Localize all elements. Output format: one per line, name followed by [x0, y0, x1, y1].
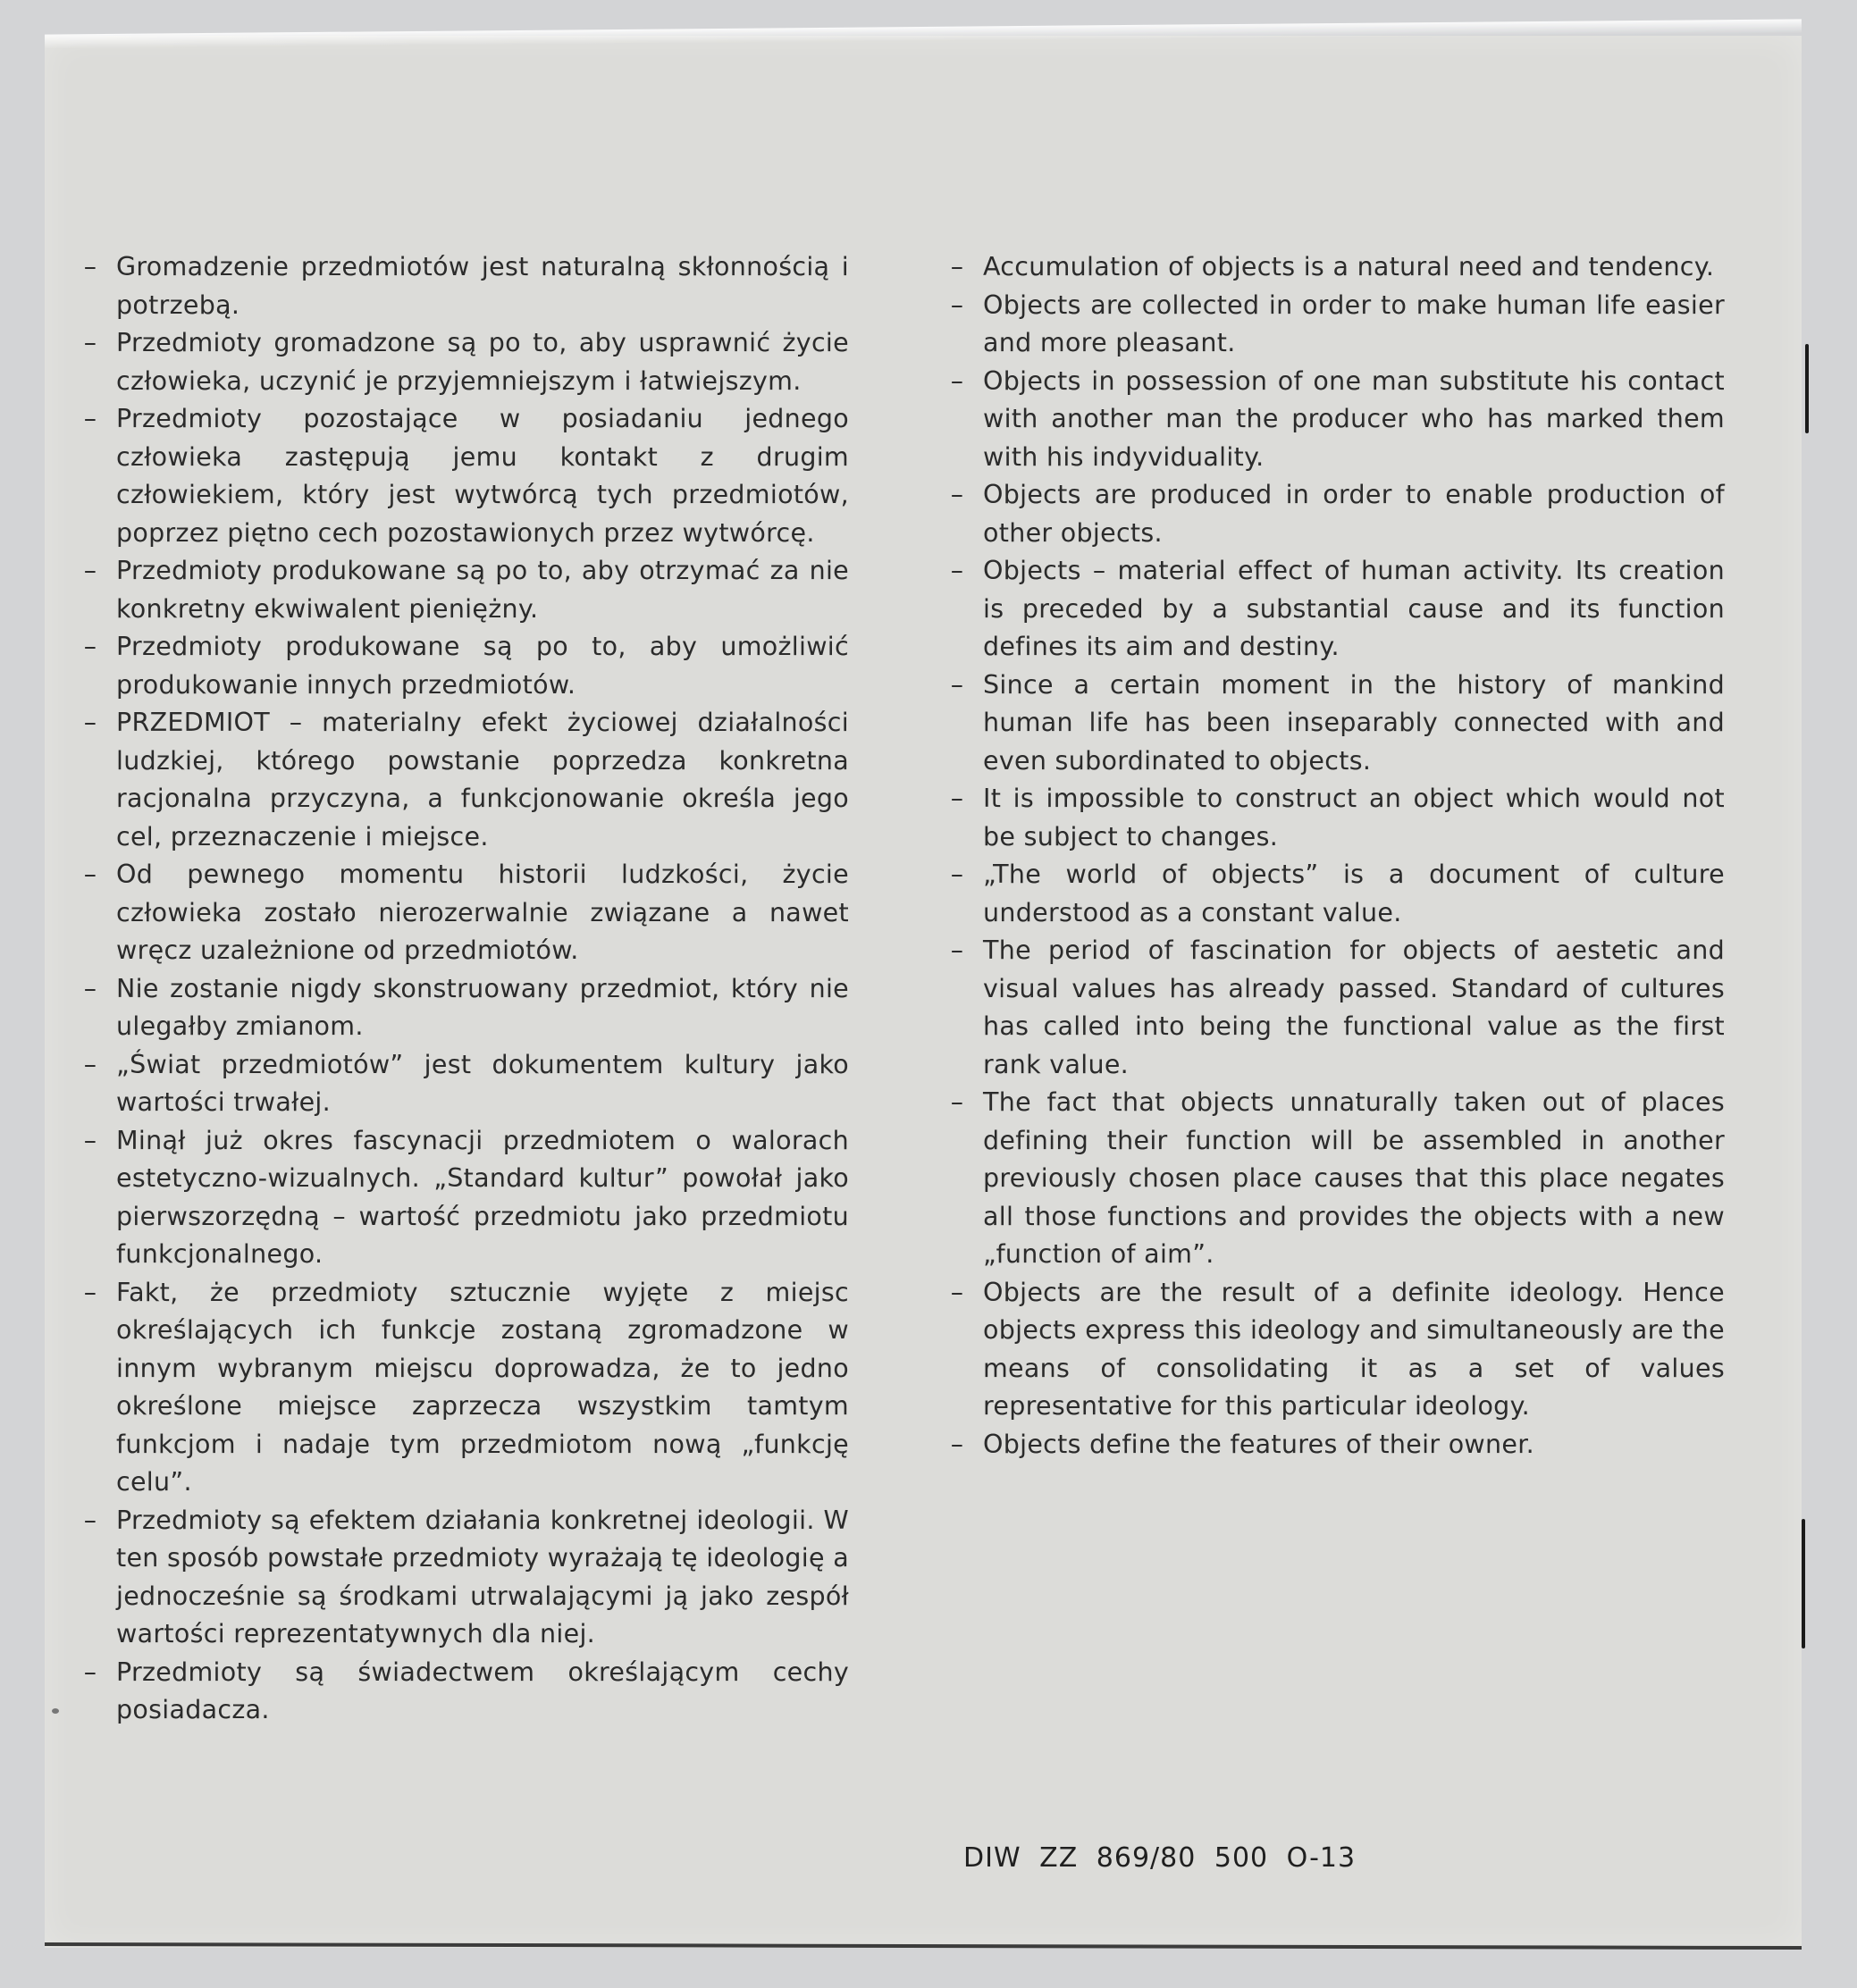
- polish-item: – „Świat przedmiotów” jest dokumentem kultury jako wartości trwałej.: [71, 1046, 849, 1122]
- dash-bullet-icon: –: [950, 784, 964, 813]
- polish-item: – Gromadzenie przedmiotów jest naturalną skłonnością i potrzebą.: [71, 248, 849, 324]
- dash-bullet-icon: –: [83, 328, 97, 357]
- english-item: – „The world of objects” is a document of culture understood as a constant value.: [938, 856, 1725, 932]
- dash-bullet-icon: –: [950, 860, 964, 889]
- english-item: – The period of fascination for objects of aestetic and visual values has already passed. Standard of cultures has called into being the functional value as the first rank value.: [938, 932, 1725, 1084]
- dash-bullet-icon: –: [83, 1277, 97, 1307]
- dash-bullet-icon: –: [83, 404, 97, 433]
- polish-item: – Przedmioty produkowane są po to, aby umożliwić produkowanie innych przedmiotów.: [71, 628, 849, 704]
- dash-bullet-icon: –: [950, 556, 964, 585]
- stray-ink-mark: [52, 1708, 59, 1714]
- english-item: – Objects in possession of one man substitute his contact with another man the producer who has marked them with his indyviduality.: [938, 363, 1725, 477]
- dash-bullet-icon: –: [950, 252, 964, 281]
- dash-bullet-icon: –: [83, 1125, 97, 1155]
- polish-item: – Minął już okres fascynacji przedmiotem o walorach estetyczno-wizualnych. „Standard kultur” powołał jako pierwszorzędną – wartość przedmiotu jako przedmiotu funkcjonalnego.: [71, 1122, 849, 1274]
- dash-bullet-icon: –: [950, 365, 964, 396]
- polish-item: – Przedmioty produkowane są po to, aby otrzymać za nie konkretny ekwiwalent pieniężny.: [71, 552, 849, 628]
- dash-bullet-icon: –: [950, 935, 964, 965]
- english-item: – Since a certain moment in the history of mankind human life has been inseparably connected with and even subordinated to objects.: [938, 667, 1725, 781]
- dash-bullet-icon: –: [950, 1277, 964, 1307]
- dash-bullet-icon: –: [83, 1049, 97, 1079]
- polish-item: – Przedmioty gromadzone są po to, aby usprawnić życie człowieka, uczynić je przyjemniejszym i łatwiejszym.: [71, 324, 849, 400]
- polish-text-column: [71, 248, 849, 1730]
- dash-bullet-icon: –: [950, 480, 964, 509]
- english-item: – Accumulation of objects is a natural need and tendency.: [938, 248, 1725, 287]
- staple-top-icon: [1805, 344, 1809, 433]
- polish-item: – Nie zostanie nigdy skonstruowany przedmiot, który nie ulegałby zmianom.: [71, 970, 849, 1046]
- english-text-column: [938, 248, 1725, 1464]
- dash-bullet-icon: –: [83, 556, 97, 585]
- english-item: – It is impossible to construct an object which would not be subject to changes.: [938, 780, 1725, 856]
- dash-bullet-icon: –: [83, 632, 97, 661]
- dash-bullet-icon: –: [950, 1429, 964, 1459]
- print-code: DIW ZZ 869/80 500 O-13: [963, 1842, 1357, 1874]
- polish-item: – Od pewnego momentu historii ludzkości, życie człowieka zostało nierozerwalnie związane a nawet wręcz uzależnione od przedmiotów.: [71, 856, 849, 970]
- polish-item: – Przedmioty pozostające w posiadaniu jednego człowieka zastępują jemu kontakt z drugim człowiekiem, który jest wytwórcą tych przedmiotów, poprzez piętno cech pozostawionych przez wytwórcę.: [71, 400, 849, 552]
- polish-item: – Fakt, że przedmioty sztucznie wyjęte z miejsc określających ich funkcje zostaną zgromadzone w innym wybranym miejscu doprowadza, że to jedno określone miejsce zaprzecza wszystkim tamtym funkcjom i nadaje tym przedmiotom nową „funkcję celu”.: [71, 1274, 849, 1502]
- dash-bullet-icon: –: [83, 708, 97, 737]
- english-item: – The fact that objects unnaturally taken out of places defining their function will be assembled in another previously chosen place causes that this place negates all those functions and provides the objects with a new „function of aim”.: [938, 1084, 1725, 1274]
- dash-bullet-icon: –: [950, 669, 964, 700]
- dash-bullet-icon: –: [950, 289, 964, 320]
- english-item: – Objects are the result of a definite ideology. Hence objects express this ideology and simultaneously are the means of consolidating it as a set of values representative for this particular ideology.: [938, 1274, 1725, 1426]
- english-item: – Objects are produced in order to enable production of other objects.: [938, 476, 1725, 552]
- dash-bullet-icon: –: [83, 973, 97, 1003]
- dash-bullet-icon: –: [950, 1087, 964, 1117]
- polish-item: – Przedmioty są efektem działania konkretnej ideologii. W ten sposób powstałe przedmioty wyrażają tę ideologię a jednocześnie są środkami utrwalającymi ją jako zespół wartości reprezentatywnych dla niej.: [71, 1502, 849, 1654]
- dash-bullet-icon: –: [83, 1505, 97, 1535]
- dash-bullet-icon: –: [83, 860, 97, 889]
- staple-bottom-icon: [1802, 1519, 1805, 1648]
- english-item: – Objects are collected in order to make human life easier and more pleasant.: [938, 287, 1725, 363]
- polish-item: – Przedmioty są świadectwem określającym cechy posiadacza.: [71, 1654, 849, 1730]
- polish-item: – PRZEDMIOT – materialny efekt życiowej działalności ludzkiej, którego powstanie poprzedza konkretna racjonalna przyczyna, a funkcjonowanie określa jego cel, przeznaczenie i miejsce.: [71, 704, 849, 856]
- dash-bullet-icon: –: [83, 1657, 97, 1687]
- english-item: – Objects – material effect of human activity. Its creation is preceded by a substantial cause and its function defines its aim and destiny.: [938, 552, 1725, 667]
- dash-bullet-icon: –: [83, 252, 97, 281]
- english-item: – Objects define the features of their owner.: [938, 1426, 1725, 1464]
